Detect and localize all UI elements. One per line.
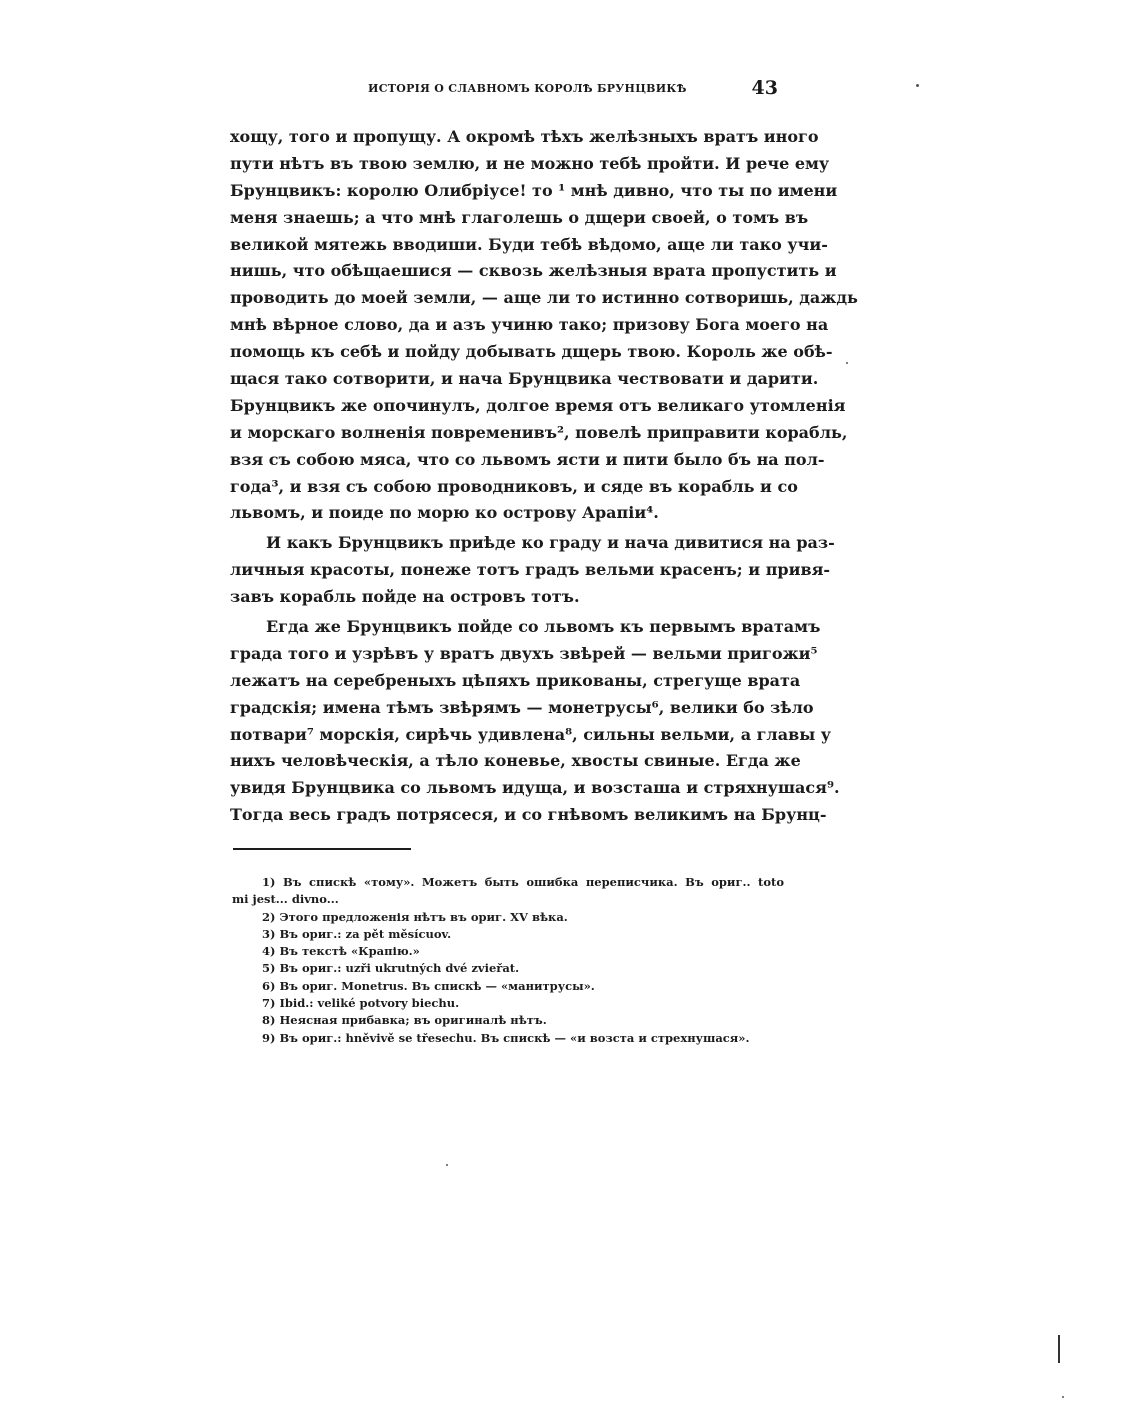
running-title: ИСТОРІЯ О СЛАВНОМЪ КОРОЛѢ БРУНЦВИКѢ	[368, 82, 687, 95]
main-text	[230, 124, 858, 829]
text-line: щася тако сотворити, и нача Брунцвика чествовати и дарити.	[230, 369, 819, 389]
text-line: потвари⁷ морскія, сирѣчь удивлена⁸, сильны вельми, а главы у	[230, 724, 832, 744]
footnote-divider	[233, 848, 411, 850]
scan-speck	[446, 1164, 448, 1166]
page-number: 43	[751, 77, 778, 99]
text-line: градскія; имена тѣмъ звѣрямъ — монетрусы⁶, велики бо зѣло	[230, 697, 814, 717]
footnote-continuation: mi jest... divno...	[232, 892, 339, 907]
scan-edge-mark	[1058, 1335, 1060, 1363]
text-line: хощу, того и пропущу. А окромѣ тѣхъ желѣзныхъ вратъ иного	[230, 127, 819, 146]
text-line: проводить до моей земли, — аще ли то истинно сотворишь, даждь	[230, 288, 858, 308]
paragraph-first-line: Егда же Брунцвикъ пойде со львомъ къ первымъ вратамъ	[266, 617, 821, 637]
footnote: 2) Этого предложенія нѣтъ въ ориг. XV вѣка.	[262, 909, 568, 924]
text-line: помощь къ себѣ и пойду добывать дщерь твою. Король же обѣ-	[230, 342, 833, 362]
text-line: меня знаешь; а что мнѣ глаголешь о дщери своей, о томъ въ	[230, 207, 809, 227]
text-line: увидя Брунцвика со львомъ идуща, и возсташа и стряхнушася⁹.	[230, 778, 840, 798]
scan-speck	[916, 84, 919, 87]
footnote: 9) Въ ориг.: hněvivě se třesechu. Въ спискѣ — «и возста и стрехнушася».	[262, 1030, 750, 1045]
text-line: пути нѣтъ въ твою землю, и не можно тебѣ пройти. И рече ему	[230, 153, 830, 173]
footnote: 3) Въ ориг.: za pět měsícuov.	[262, 926, 452, 941]
text-line: львомъ, и поиде по морю ко острову Арапіи⁴.	[230, 503, 659, 523]
paragraph-first-line: И какъ Брунцвикъ приѣде ко граду и нача дивитися на раз-	[266, 533, 835, 553]
scan-speck	[1062, 1396, 1064, 1398]
footnote: 1) Въ спискѣ «тому». Можетъ быть ошибка переписчика. Въ ориг.. toto	[262, 875, 784, 889]
text-line: мнѣ вѣрное слово, да и азъ учиню тако; призову Бога моего на	[230, 315, 829, 335]
text-line: Брунцвикъ: королю Олибріусе! то ¹ мнѣ дивно, что ты по имени	[230, 180, 838, 200]
footnote: 8) Неясная прибавка; въ оригиналѣ нѣтъ.	[262, 1013, 547, 1028]
footnote: 5) Въ ориг.: uzři ukrutných dvé zvieřat.	[262, 961, 520, 976]
footnote: 6) Въ ориг. Monetrus. Въ спискѣ — «манитрусы».	[262, 978, 595, 993]
page-header	[228, 77, 783, 102]
text-line: града того и узрѣвъ у вратъ двухъ звѣрей — вельми пригожи⁵	[230, 643, 818, 663]
text-line: лежатъ на серебреныхъ цѣпяхъ прикованы, стрегуще врата	[230, 670, 801, 690]
text-line: и морскаго волненія повременивъ², повелѣ приправити корабль,	[230, 422, 848, 442]
scan-speck	[846, 362, 848, 364]
text-line: великой мятежь вводиши. Буди тебѣ вѣдомо, аще ли тако учи-	[230, 234, 828, 254]
text-line: взя съ собою мяса, что со львомъ ясти и пити было бъ на пол-	[230, 449, 825, 469]
text-line: года³, и взя съ собою проводниковъ, и сяде въ корабль и со	[230, 476, 798, 496]
text-line: нишь, что обѣщаешися — сквозь желѣзныя врата пропустить и	[230, 261, 837, 281]
text-line: личныя красоты, понеже тотъ градъ вельми красенъ; и привя-	[230, 560, 831, 580]
text-line: завъ корабль пойде на островъ тотъ.	[230, 587, 580, 607]
footnotes	[232, 874, 784, 1047]
footnote: 4) Въ текстѣ «Крапію.»	[262, 944, 420, 959]
text-line: нихъ человѣческія, а тѣло коневье, хвосты свиные. Егда же	[230, 751, 801, 771]
footnote: 7) Ibid.: veliké potvory biechu.	[262, 996, 460, 1011]
text-line: Брунцвикъ же опочинулъ, долгое время отъ великаго утомленія	[230, 395, 846, 415]
text-line: Тогда весь градъ потрясеся, и со гнѣвомъ великимъ на Брунц-	[230, 805, 827, 825]
